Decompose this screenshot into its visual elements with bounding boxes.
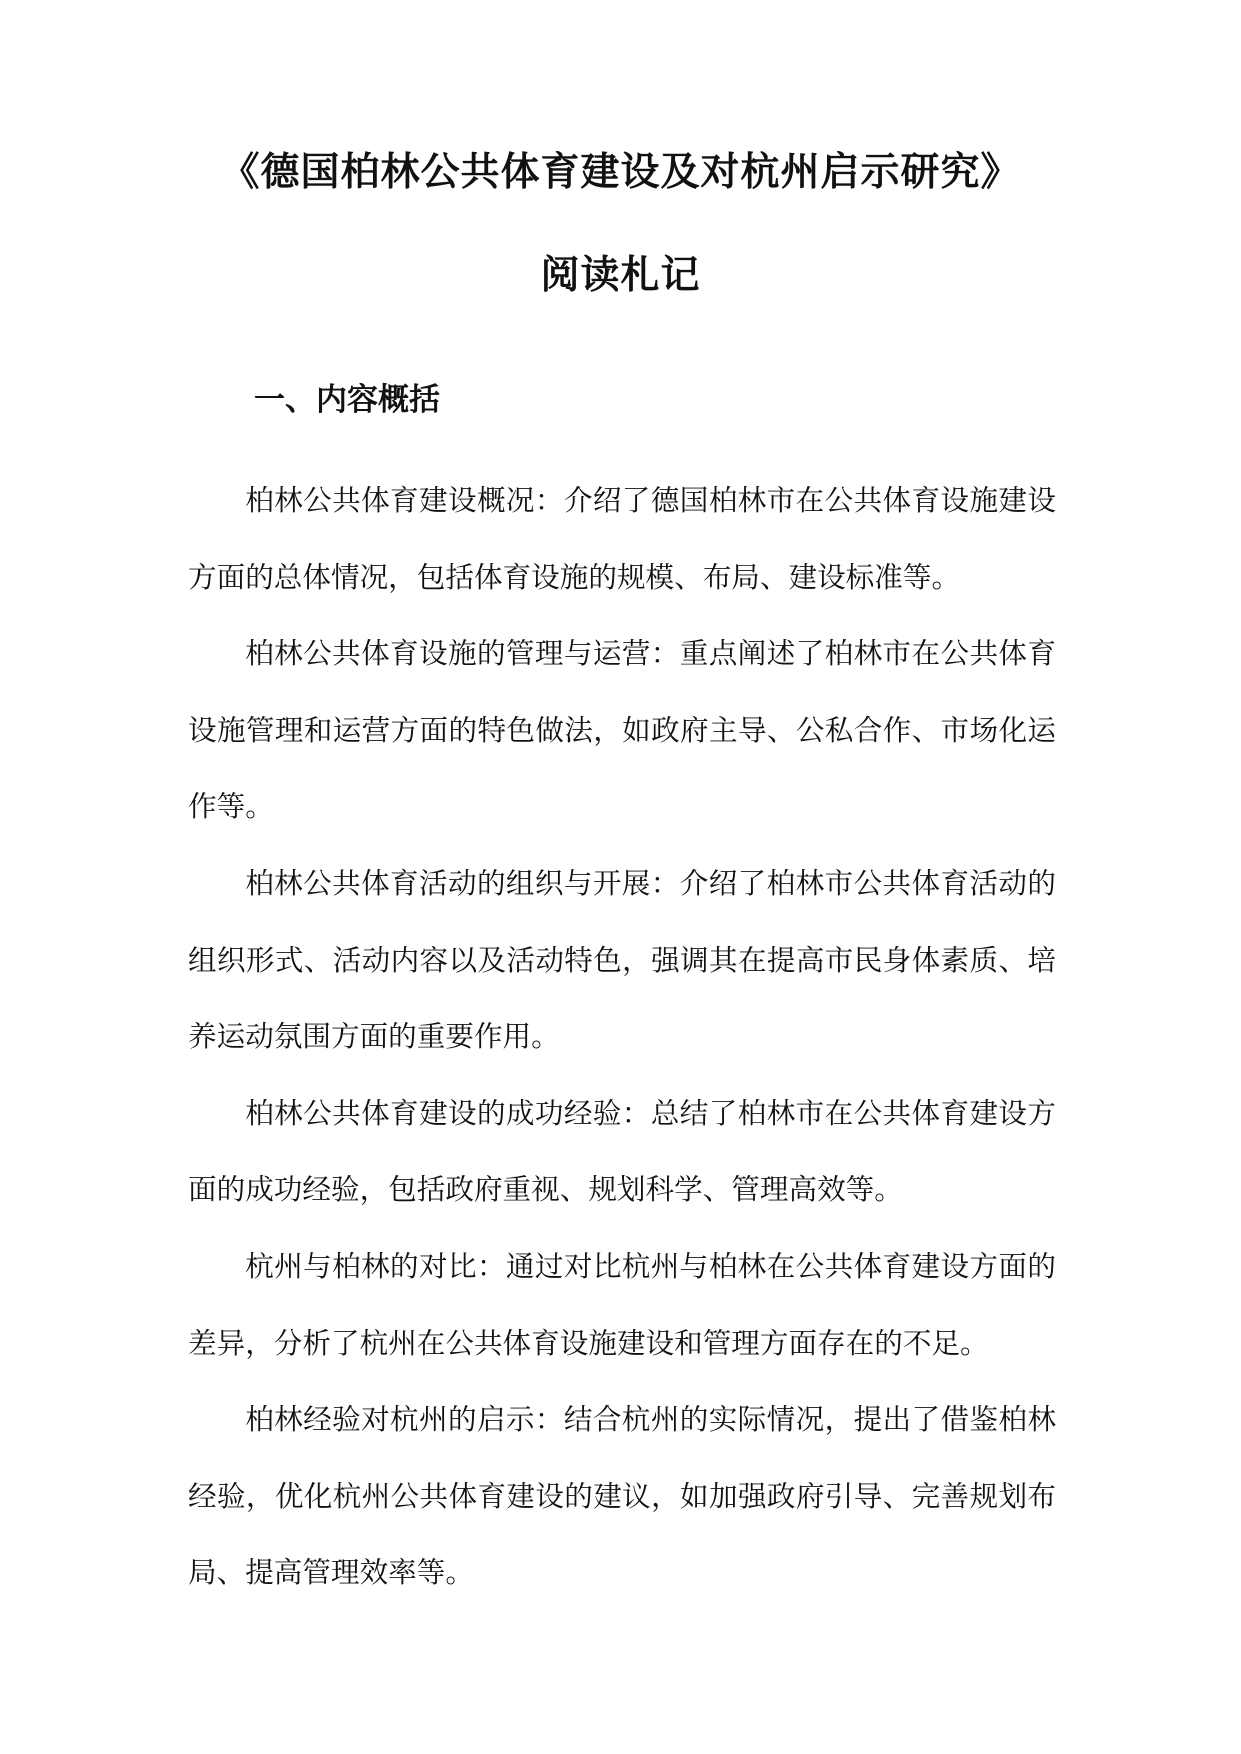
document-subtitle: 阅读札记 (540, 252, 701, 298)
paragraph-comparison: 杭州与柏林的对比：通过对比杭州与柏林在公共体育建设方面的差异，分析了杭州在公共体育设施建设和管理方面存在的不足。 (188, 1248, 1056, 1360)
paragraph-activities: 柏林公共体育活动的组织与开展：介绍了柏林市公共体育活动的组织形式、活动内容以及活动特色，强调其在提高市民身体素质、培养运动氛围方面的重要作用。 (188, 865, 1056, 1054)
document-body (188, 462, 1056, 1611)
document-title: 《德国柏林公共体育建设及对杭州启示研究》 (220, 149, 1021, 195)
paragraph-experience: 柏林公共体育建设的成功经验：总结了柏林市在公共体育建设方面的成功经验，包括政府重视、规划科学、管理高效等。 (188, 1095, 1056, 1207)
section-heading: 一、内容概括 (254, 382, 440, 418)
paragraph-implications: 柏林经验对杭州的启示：结合杭州的实际情况，提出了借鉴柏林经验，优化杭州公共体育建设的建议，如加强政府引导、完善规划布局、提高管理效率等。 (188, 1402, 1056, 1590)
paragraph-management: 柏林公共体育设施的管理与运营：重点阐述了柏林市在公共体育设施管理和运营方面的特色做法，如政府主导、公私合作、市场化运作等。 (188, 636, 1056, 824)
paragraph-overview: 柏林公共体育建设概况：介绍了德国柏林市在公共体育设施建设方面的总体情况，包括体育设施的规模、布局、建设标准等。 (188, 483, 1056, 594)
